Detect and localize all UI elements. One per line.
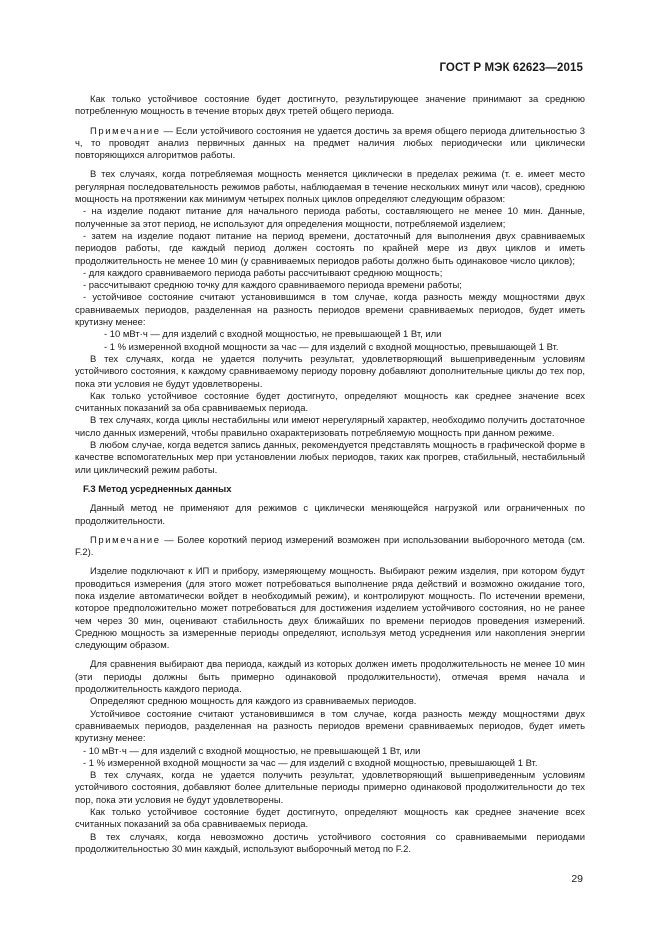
paragraph-text: Изделие подключают к ИП и прибору, измеряющему мощность. Выбирают режим изделия, при котором будут проводиться измерения (для этого может потребоваться выполнение ряда действий и возможно ожидание того, пока изделие автоматически войдет в необходимый режим), и контролируют мощность. По истечении времени, которое предположительно может потребоваться для достижения изделием устойчивого состояния, но не ранее чем через 30 мин, оценивают стабильность двух ближайших по времени периодов проведения измерений. Среднюю мощность за измеренные периоды определяют, используя метод усреднения или накопления энергии следующим образом. (75, 566, 585, 652)
paragraph-text: — Более короткий период измерений возможен при использовании выборочного метода (см. F.2). (75, 534, 585, 559)
paragraph-text: Определяют среднюю мощность для каждого из сравниваемых периодов. (90, 696, 417, 708)
paragraph-text: - 1 % измеренной входной мощности за час — для изделий с входной мощностью, превышающей 1 Вт. (83, 757, 538, 769)
paragraph (75, 440, 585, 477)
document-body (75, 94, 585, 856)
paragraph-text: - устойчивое состояние считают установившимся в том случае, когда разность между мощностями двух сравниваемых периодов, разделенная на разность периодов времени сравниваемых периодов, будет иметь крутизну менее: (75, 292, 585, 329)
paragraph-text: - 10 мВт·ч — для изделий с входной мощностью, не превышающей 1 Вт, или (104, 329, 442, 341)
paragraph-text: Как только устойчивое состояние будет достигнуто, результирующее значение принимают за среднюю потребленную мощность в течение вторых двух третей общего периода. (75, 94, 585, 118)
paragraph (75, 807, 585, 832)
list-item (75, 206, 585, 231)
paragraph-text: Для сравнения выбирают два периода, каждый из которых должен иметь продолжительность не менее 10 мин (эти периоды должны быть примерно одинаковой продолжительности), отмечая время начала и продолжительность каждого периода. (75, 659, 585, 696)
list-item (75, 746, 585, 758)
paragraph (75, 659, 585, 696)
note-paragraph (75, 126, 585, 163)
paragraph-text: Как только устойчивое состояние будет достигнуто, определяют мощность как среднее значение всех считанных показаний за оба сравниваемых периода. (75, 807, 585, 831)
paragraph (75, 696, 585, 708)
paragraph-text: Как только устойчивое состояние будет достигнуто, определяют мощность как среднее значение всех считанных показаний за оба сравниваемых периода. (75, 390, 585, 415)
paragraph (75, 770, 585, 807)
paragraph (75, 391, 585, 416)
paragraph-text: - рассчитывают среднюю точку для каждого сравниваемого периода времени работы; (83, 280, 462, 292)
paragraph-text: - для каждого сравниваемого периода работы рассчитывают среднюю мощность; (83, 267, 443, 279)
paragraph (75, 503, 585, 528)
paragraph-text: В тех случаях, когда не удается получить результат, удовлетворяющий вышеприведенным условиям устойчивого состояния, добавляют более длительные периоды примерно одинаковой продолжительности до тех пор, пока эти условия не будут удовлетворены. (75, 770, 585, 806)
paragraph-text: В тех случаях, когда невозможно достичь устойчивого состояния со сравниваемыми периодами продолжительностью 30 мин каждый, используют выборочный метод по F.2. (75, 831, 585, 855)
paragraph-text: - 1 % измеренной входной мощности за час — для изделий с входной мощностью, превышающей 1 Вт. (104, 341, 559, 353)
paragraph-text: Устойчивое состояние считают установившимся в том случае, когда разность между мощностями двух сравниваемых периодов, разделенная на разность периодов времени сравниваемых периодов, будет иметь крутизну менее: (75, 708, 585, 745)
list-item (75, 758, 585, 770)
note-label: Примечание (90, 125, 161, 137)
paragraph (75, 415, 585, 440)
paragraph-text: — Если устойчивого состояния не удается достичь за время общего периода длительностью 3 ч, то проводят анализ первичных данных на предмет наличия любых периодически или циклически повторяющихся алгоритмов работы. (75, 125, 585, 162)
paragraph-text: В тех случаях, когда не удается получить результат, удовлетворяющий вышеприведенным условиям устойчивого состояния, к каждому сравниваемому периоду поровну добавляют дополнительные циклы до тех пор, пока эти условия не будут удовлетворены. (75, 353, 585, 390)
paragraph-text: В тех случаях, когда потребляемая мощность меняется циклически в пределах режима (т. е. имеет место регулярная последовательность режимов работы, наблюдаемая в течение нескольких минут или часов), среднюю мощность на протяжении как минимум четырех полных циклов определяют следующим образом: (75, 169, 585, 206)
paragraph (75, 354, 585, 391)
page-number: 29 (571, 873, 583, 885)
paragraph (75, 169, 585, 206)
paragraph (75, 94, 585, 119)
note-label: Примечание (90, 534, 161, 546)
section-heading (75, 484, 585, 496)
note-paragraph (75, 535, 585, 560)
list-item (75, 231, 585, 268)
paragraph-text: Данный метод не применяют для режимов с циклически меняющейся нагрузкой или ограниченных по продолжительности. (75, 503, 585, 527)
paragraph-text: - 10 мВт·ч — для изделий с входной мощностью, не превышающей 1 Вт, или (83, 745, 421, 757)
paragraph-text: В любом случае, когда ведется запись данных, рекомендуется представлять мощность в графической форме в качестве вспомогательных мер при установлении любых периодов, таких как прогрев, стабильный, нестабильный или циклический режим работы. (75, 440, 585, 476)
paragraph-text: - на изделие подают питание для начального периода работы, составляющего не менее 10 мин. Данные, полученные за этот период, не используют для определения мощности, потребляемой изделием; (75, 206, 585, 230)
paragraph (75, 832, 585, 857)
paragraph-text: В тех случаях, когда циклы нестабильны или имеют нерегулярный характер, необходимо получить достаточное число данных измерений, чтобы правильно охарактеризовать потребляемую мощность при данном режиме. (75, 415, 585, 439)
paragraph (75, 566, 585, 652)
paragraph-text: - затем на изделие подают питание на период времени, достаточный для выполнения двух сравниваемых периодов работы, где каждый период должен состоять по крайней мере из двух циклов и иметь продолжительность не менее 10 мин (у сравниваемых периодов работы должно быть одинаковое число циклов); (75, 230, 585, 267)
list-item (75, 280, 585, 292)
standard-designation: ГОСТ Р МЭК 62623—2015 (439, 62, 583, 74)
list-item (75, 292, 585, 329)
list-item (75, 329, 585, 341)
list-item (75, 342, 585, 354)
paragraph-text: F.3 Метод усредненных данных (83, 483, 232, 495)
paragraph (75, 709, 585, 746)
list-item (75, 268, 585, 280)
